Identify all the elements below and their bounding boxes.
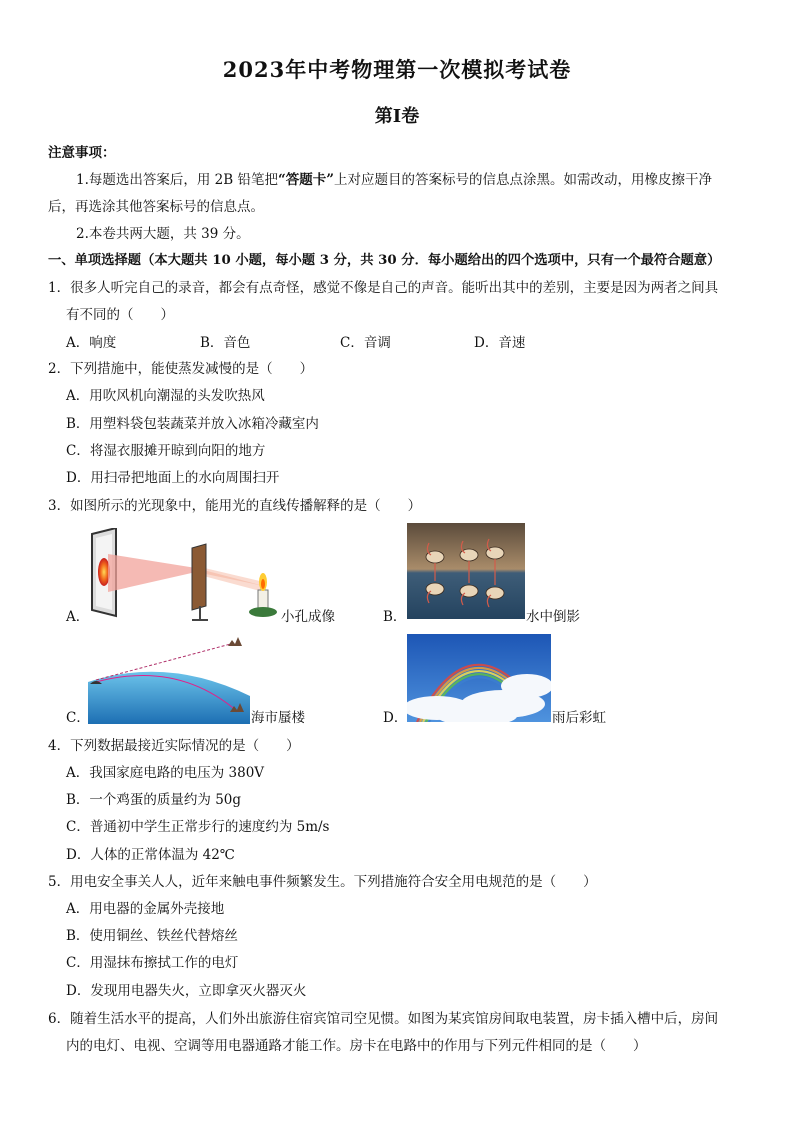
- q4-option-c: C．普通初中学生正常步行的速度约为 5m/s: [66, 819, 330, 835]
- notes-heading: 注意事项：: [48, 145, 116, 161]
- q3-option-a-label: A．: [66, 609, 90, 625]
- q4-stem: 4．下列数据最接近实际情况的是（ ）: [48, 738, 300, 754]
- q3-option-a-caption: 小孔成像: [281, 609, 335, 625]
- notes-item1-line1: 1.每题选出答案后，用 2B 铅笔把“答题卡”上对应题目的答案标号的信息点涂黑。如需改动，用橡皮擦干净: [76, 172, 713, 188]
- volume-heading: 第Ⅰ卷: [374, 106, 420, 127]
- q2-option-b: B．用塑料袋包装蔬菜并放入冰箱冷藏室内: [66, 416, 319, 432]
- q5-option-c: C．用湿抹布擦拭工作的电灯: [66, 955, 239, 971]
- q4-option-a: A．我国家庭电路的电压为 380V: [66, 765, 265, 781]
- q1-stem-line1: 1．很多人听完自己的录音，都会有点奇怪，感觉不像是自己的声音。能听出其中的差别，主要是因为两者之间具: [48, 280, 719, 296]
- q5-option-d: D．发现用电器失火，立即拿灭火器灭火: [66, 983, 307, 999]
- q2-option-a: A．用吹风机向潮湿的头发吹热风: [66, 388, 265, 404]
- rainbow-figure: [407, 634, 551, 722]
- pinhole-imaging-figure: [88, 528, 280, 628]
- q3-option-c-label: C．: [66, 710, 90, 726]
- mirage-figure: [88, 636, 250, 724]
- q3-stem: 3．如图所示的光现象中，能用光的直线传播解释的是（ ）: [48, 498, 422, 514]
- notes-item1-line2: 后，再选涂其他答案标号的信息点。: [48, 199, 264, 215]
- q2-option-c: C．将湿衣服摊开晾到向阳的地方: [66, 443, 266, 459]
- q1-option-d: D．音速: [474, 335, 526, 351]
- page-title: 2023年中考物理第一次模拟考试卷: [222, 57, 572, 82]
- q6-stem-line1: 6．随着生活水平的提高，人们外出旅游住宿宾馆司空见惯。如图为某宾馆房间取电装置，房卡插入槽中后，房间: [48, 1011, 719, 1027]
- q1-option-c: C．音调: [340, 335, 391, 351]
- q3-option-b-caption: 水中倒影: [526, 609, 580, 625]
- notes-item2: 2.本卷共两大题，共 39 分。: [76, 226, 250, 242]
- q2-stem: 2．下列措施中，能使蒸发减慢的是（ ）: [48, 361, 314, 377]
- q6-stem-line2: 内的电灯、电视、空调等用电器通路才能工作。房卡在电路中的作用与下列元件相同的是（ ）: [66, 1038, 647, 1054]
- q3-option-d-caption: 雨后彩虹: [552, 710, 606, 726]
- q4-option-d: D．人体的正常体温为 42℃: [66, 847, 235, 863]
- q3-option-d-label: D．: [383, 710, 408, 726]
- q5-option-b: B．使用铜丝、铁丝代替熔丝: [66, 928, 238, 944]
- q2-option-d: D．用扫帚把地面上的水向周围扫开: [66, 470, 280, 486]
- water-reflection-figure: [407, 523, 525, 619]
- section1-heading: 一、单项选择题（本大题共 10 小题，每小题 3 分，共 30 分．每小题给出的四个选项中，只有一个最符合题意）: [48, 253, 721, 268]
- q1-option-b: B．音色: [200, 335, 251, 351]
- q3-option-c-caption: 海市蜃楼: [251, 710, 305, 726]
- q3-option-b-label: B．: [383, 609, 407, 625]
- q1-stem-line2: 有不同的（ ）: [66, 307, 174, 323]
- q4-option-b: B．一个鸡蛋的质量约为 50g: [66, 792, 242, 808]
- q5-option-a: A．用电器的金属外壳接地: [66, 901, 225, 917]
- q1-option-a: A．响度: [66, 335, 117, 351]
- q5-stem: 5．用电安全事关人人，近年来触电事件频繁发生。下列措施符合安全用电规范的是（ ）: [48, 874, 597, 890]
